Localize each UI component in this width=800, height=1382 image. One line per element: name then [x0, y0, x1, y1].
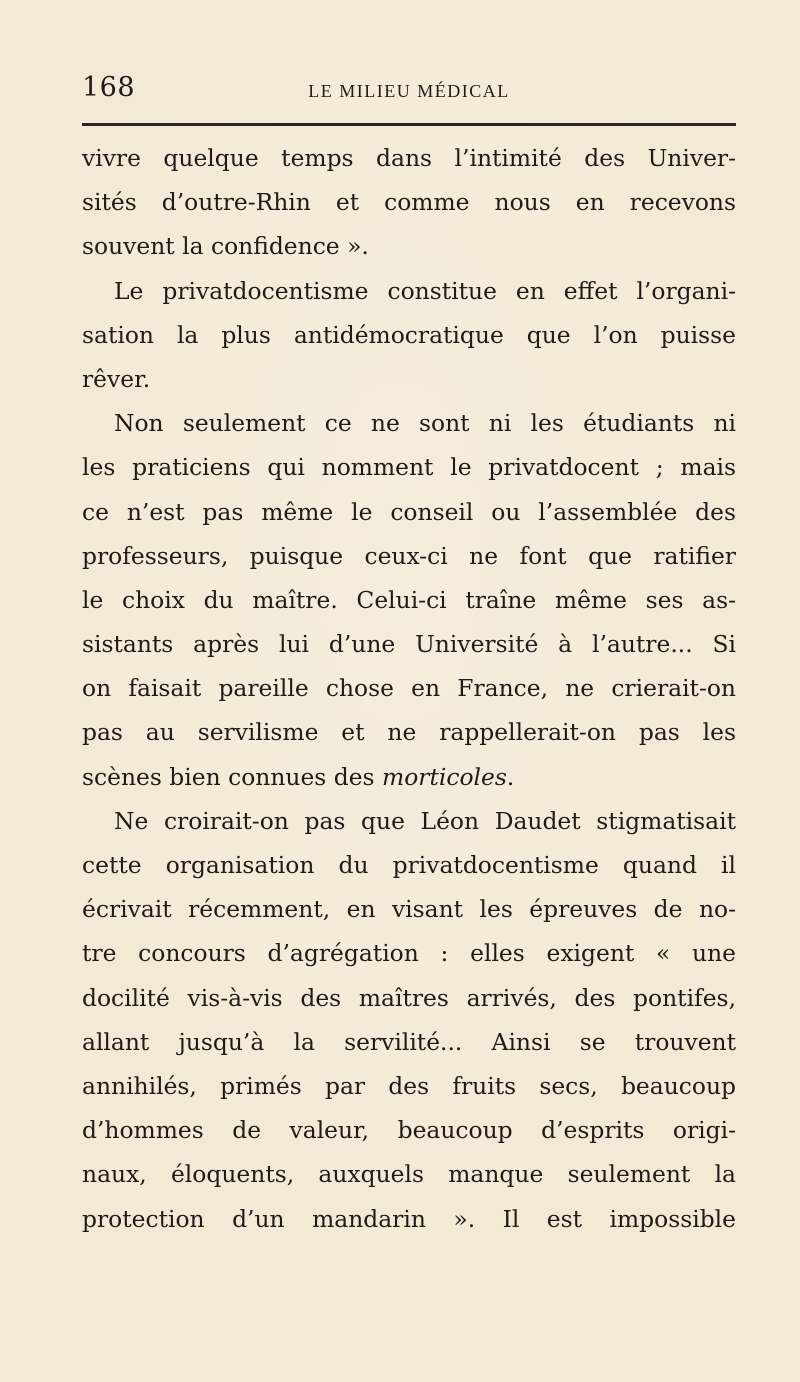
- text-line: sation la plus antidémocratique que l’on puisse: [82, 320, 736, 349]
- text-line: d’hommes de valeur, beaucoup d’esprits origi-: [82, 1116, 736, 1145]
- text-line: Ne croirait-on pas que Léon Daudet stigmatisait: [114, 806, 736, 835]
- text-line: cette organisation du privatdocentisme quand il: [82, 851, 736, 879]
- text-line: sistants après lui d’une Université à l’autre... Si: [82, 630, 736, 659]
- text-line: naux, éloquents, auxquels manque seulement la: [82, 1160, 736, 1189]
- text-line: Non seulement ce ne sont ni les étudiants ni: [114, 409, 736, 438]
- text-line: protection d’un mandarin ». Il est impossible: [82, 1204, 736, 1233]
- line-text-before: scènes bien connues des: [82, 762, 383, 791]
- page-number: 168: [82, 72, 136, 103]
- text-line: on faisait pareille chose en France, ne crierait-on: [82, 674, 736, 703]
- text-line: tre concours d’agrégation : elles exigent « une: [82, 939, 736, 968]
- text-line: les praticiens qui nomment le privatdocent ; mais: [82, 453, 736, 482]
- text-line: Le privatdocentisme constitue en effet l’organi-: [114, 276, 736, 305]
- text-line: pas au servilisme et ne rappellerait-on pas les: [82, 718, 736, 747]
- text-line: annihilés, primés par des fruits secs, beaucoup: [82, 1071, 736, 1100]
- running-title: LE MILIEU MÉDICAL: [308, 81, 510, 101]
- text-line: rêver.: [82, 364, 151, 393]
- italic-term: morticoles: [382, 762, 507, 791]
- body-text: [82, 136, 736, 1241]
- text-line: souvent la confidence ».: [82, 232, 369, 261]
- text-line: docilité vis-à-vis des maîtres arrivés, des pontifes,: [82, 983, 736, 1012]
- text-line: le choix du maître. Celui-ci traîne même ses as-: [82, 585, 736, 614]
- text-line: allant jusqu’à la servilité... Ainsi se trouvent: [82, 1027, 736, 1056]
- text-line: ce n’est pas même le conseil ou l’assemblée des: [82, 497, 736, 526]
- line-text-after: .: [506, 762, 515, 791]
- page-header: [82, 72, 736, 112]
- header-rule: [82, 123, 736, 126]
- text-line: sités d’outre-Rhin et comme nous en recevons: [82, 188, 736, 217]
- text-line: professeurs, puisque ceux-ci ne font que ratifier: [82, 541, 736, 570]
- text-line: vivre quelque temps dans l’intimité des Univer-: [82, 144, 736, 172]
- text-line: [82, 755, 736, 799]
- text-line: écrivait récemment, en visant les épreuves de no-: [82, 895, 736, 924]
